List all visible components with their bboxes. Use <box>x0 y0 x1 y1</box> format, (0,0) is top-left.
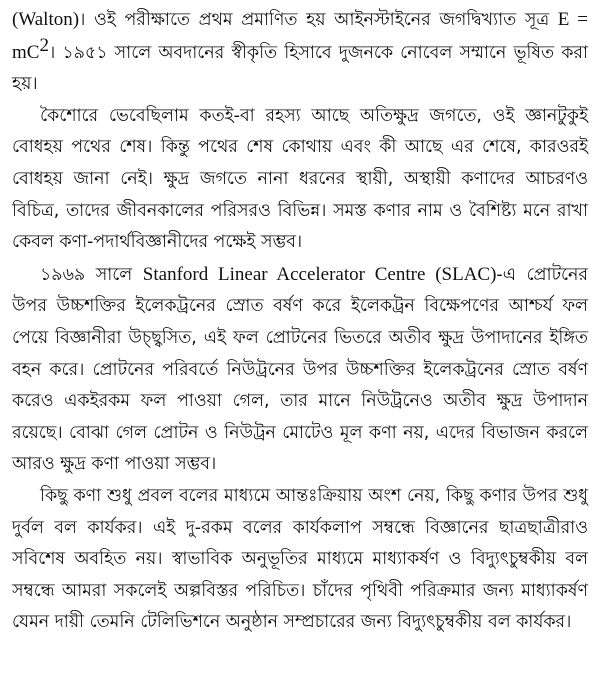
text-segment: । ওই পরীক্ষাতে প্রথম প্রমাণিত হয় আইনস্টাইনের জগদ্বিখ্যাত সূত্র <box>79 10 558 30</box>
paragraph-walton-nobel <box>12 4 588 101</box>
slac-name: Stanford Linear Accelerator Centre (SLAC) <box>142 263 497 285</box>
text-segment: কৈশোরে ভেবেছিলাম কতই-বা রহস্য আছে অতিক্ষুদ্র জগতে, ওই জ্ঞানটুকুই বোধহয় পথের শেষ। কিন্তু পথের শেষ কোথায় এবং কী আছে এর শেষে, কারওরই বোধহয় জানা নেই। ক্ষুদ্র জগতে নানা ধরনের স্থায়ী, অস্থায়ী কণাদের আচরণও বিচিত্র, তাদের জীবনকালের পরিসরও বিভিন্ন। সমস্ত কণার নাম ও বৈশিষ্ট্য মনে রাখা কেবল কণা-পদার্থবিজ্ঞানীদের পক্ষেই সম্ভব। <box>12 105 588 253</box>
text-segment: -এ প্রোটনের উপর উচ্চশক্তির ইলেকট্রনের স্রোত বর্ষণ করে ইলেকট্রন বিক্ষেপণের আশ্চর্য ফল পেয়ে বিজ্ঞানীরা উচ্ছ্বসিত, এই ফল প্রোটনের ভিতরে অতীব ক্ষুদ্র উপাদানের ইঙ্গিত বহন করে। প্রোটনের পরিবর্তে নিউট্রনের উপর উচ্চশক্তির ইলেকট্রনের স্রোত বর্ষণ করেও একইরকম ফল পাওয়া গেল, তার মানে নিউট্রনেও অতীব ক্ষুদ্র উপাদান রয়েছে। বোঝা গেল প্রোটন ও নিউট্রন মোটেও মূল কণা নয়, এদের বিভাজন করলে আরও ক্ষুদ্র কণা পাওয়া সম্ভব। <box>12 264 588 475</box>
mass-energy-formula: E = mC <box>12 9 588 63</box>
paragraph-small-world <box>12 101 588 259</box>
paragraph-forces <box>12 481 588 639</box>
text-segment: কিছু কণা শুধু প্রবল বলের মাধ্যমে আন্তঃক্রিয়ায় অংশ নেয়, কিছু কণার উপর শুধু দুর্বল বল কার্যকর। এই দু-রকম বলের কার্যকলাপ সম্বন্ধে বিজ্ঞানের ছাত্রছাত্রীরাও সবিশেষ অবহিত নয়। স্বাভাবিক অনুভূতির মাধ্যমে মাধ্যাকর্ষণ ও বিদ্যুৎচুম্বকীয় বল সম্বন্ধে আমরা সকলেই অল্পবিস্তর পরিচিত। চাঁদের পৃথিবী পরিক্রমার জন্য মাধ্যাকর্ষণ যেমন দায়ী তেমনি টেলিভিশনে অনুষ্ঠান সম্প্রচারের জন্য বিদ্যুৎচুম্বকীয় বল কার্যকর। <box>12 485 588 633</box>
text-segment: ১৯৬৯ সালে <box>40 264 143 285</box>
walton-name: (Walton) <box>12 9 80 30</box>
text-segment: । ১৯৫১ সালে অবদানের স্বীকৃতি হিসাবে দুজনকে নোবেল সম্মানে ভূষিত করা হয়। <box>12 42 588 95</box>
formula-exponent: 2 <box>39 34 49 56</box>
paragraph-slac-experiment <box>12 259 588 481</box>
